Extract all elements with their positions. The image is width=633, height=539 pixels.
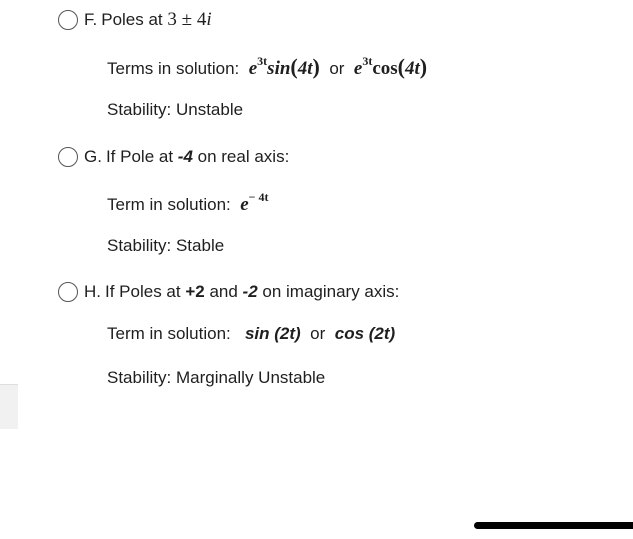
option-h-term-sin: sin (2t) xyxy=(244,324,301,343)
option-h-term xyxy=(107,324,395,344)
option-f-radio[interactable] xyxy=(58,10,78,30)
option-g-pole: -4 xyxy=(177,147,193,166)
option-h-term-label: Term in solution: xyxy=(107,324,241,343)
option-g-letter: G. xyxy=(84,147,102,166)
option-f[interactable] xyxy=(58,9,212,31)
option-h-or: or xyxy=(305,324,330,343)
option-g-radio[interactable] xyxy=(58,147,78,167)
option-g-stability: Stability: Stable xyxy=(107,236,225,255)
option-g-term-expr: $e^{- 4t}$ xyxy=(240,190,269,215)
option-f-terms xyxy=(107,54,427,80)
option-h-letter: H. xyxy=(84,282,101,301)
option-h-pole-2: -2 xyxy=(242,282,258,301)
option-h-radio[interactable] xyxy=(58,282,78,302)
option-h-text-a: If Poles at xyxy=(105,282,186,301)
option-g-text-b: on real axis: xyxy=(192,147,290,166)
option-h-pole-1: +2 xyxy=(185,282,205,301)
left-panel-edge xyxy=(0,384,18,429)
home-indicator-bar xyxy=(474,522,633,529)
option-f-term-2: $e^{3t}\cos(4t)$ xyxy=(353,54,428,79)
option-h-stability: Stability: Marginally Unstable xyxy=(107,368,326,387)
option-f-text: Poles at xyxy=(101,10,168,29)
option-g-term-label: Term in solution: xyxy=(107,195,236,214)
option-f-or: or xyxy=(324,59,350,78)
option-f-pole: 3 ± 4i xyxy=(167,9,212,30)
option-h-text-and: and xyxy=(204,282,243,301)
option-f-letter: F. xyxy=(84,10,98,29)
option-g[interactable] xyxy=(58,147,289,167)
option-g-text-a: If Pole at xyxy=(105,147,178,166)
option-h-text-b: on imaginary axis: xyxy=(257,282,400,301)
option-h[interactable] xyxy=(58,282,399,302)
option-g-term xyxy=(107,190,269,216)
option-f-terms-label: Terms in solution: xyxy=(107,59,244,78)
option-h-term-cos: cos (2t) xyxy=(334,324,396,343)
option-f-term-1: $e^{3t}\sin(4t)$ xyxy=(248,54,320,79)
option-f-stability: Stability: Unstable xyxy=(107,100,244,119)
